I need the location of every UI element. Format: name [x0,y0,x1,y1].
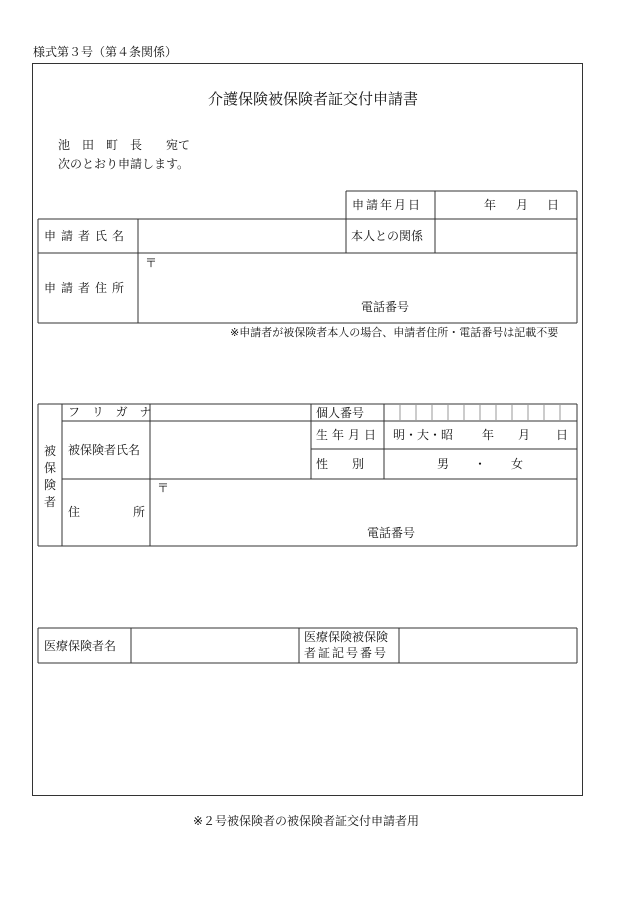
applicant-postal-mark: 〒 [145,256,158,270]
birth-year: 年 [482,428,495,442]
addressee: 池 田 町 長 宛て [58,138,191,152]
personal-number-field[interactable] [385,405,576,420]
birth-day: 日 [556,428,569,442]
form-number: 様式第３号（第４条関係） [33,45,178,59]
insured-address-label-end: 所 [133,505,146,519]
applicant-phone-label: 電話番号 [361,300,410,314]
relation-field[interactable] [436,220,576,252]
insurance-card-label-line2: 者証記号番号 [304,646,389,660]
insured-section-label [44,443,56,511]
application-date-month: 月 [516,198,529,212]
insured-postal-mark: 〒 [157,481,170,495]
applicant-name-label: 申請者氏名 [44,229,130,243]
application-date-day: 日 [547,198,560,212]
insured-phone-label: 電話番号 [367,526,416,540]
personal-number-label: 個人番号 [316,406,365,420]
furigana-label: フ リ ガ ナ [68,405,156,419]
insured-name-label: 被保険者氏名 [68,443,141,457]
birth-date-label: 生年月日 [316,428,381,442]
insured-section-char: 険 [44,478,57,492]
applicant-note: ※申請者が被保険者本人の場合、申請者住所・電話番号は記載不要 [230,326,559,339]
application-date-label: 申請年月日 [352,198,423,212]
relation-label: 本人との関係 [351,229,424,243]
insurer-name-field[interactable] [132,629,298,662]
footer-note: ※２号被保険者の被保険者証交付申請者用 [193,814,420,828]
insured-name-field[interactable] [151,422,310,478]
insured-section-char: 者 [44,495,57,509]
applicant-address-label: 申請者住所 [44,281,130,295]
insurance-card-number-field[interactable] [400,629,576,662]
gender-female[interactable]: 女 [511,457,524,471]
applicant-name-field[interactable] [139,220,345,252]
insurance-card-label-line1: 医療保険被保険 [304,630,389,644]
insured-address-field[interactable] [151,480,576,545]
application-date-field[interactable] [436,192,576,218]
furigana-field[interactable] [151,405,310,420]
birth-era[interactable]: 明・大・昭 [393,428,454,442]
birth-month: 月 [518,428,531,442]
applicant-address-field[interactable] [139,254,576,322]
insured-section-char: 被 [44,444,57,458]
insurer-name-label: 医療保険者名 [44,639,117,653]
gender-label: 性 別 [316,457,365,471]
form-title: 介護保険被保険者証交付申請書 [208,90,419,108]
application-date-year: 年 [484,198,497,212]
intro-text: 次のとおり申請します。 [58,157,190,171]
insured-address-label-start: 住 [68,505,81,519]
gender-separator: ・ [474,457,487,471]
gender-male[interactable]: 男 [437,457,450,471]
insured-section-char: 保 [44,461,57,475]
